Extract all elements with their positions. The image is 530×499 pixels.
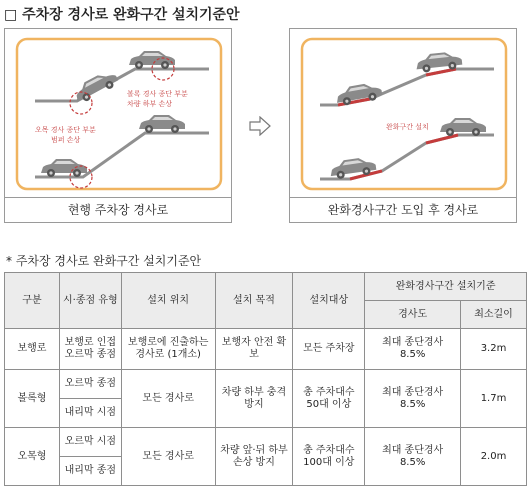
cell-start-end: 내리막 시점: [59, 399, 121, 428]
cell-start-end: 보행로 인접 오르막 종점: [59, 329, 121, 370]
header-type: 구분: [5, 273, 60, 329]
header-start-end: 시·종점 유형: [59, 273, 121, 329]
car-icon: [440, 118, 486, 136]
page-title: □ 주차장 경사로 완화구간 설치기준안: [4, 7, 240, 23]
improved-ramp-panel: [289, 28, 517, 223]
header-min-length: 최소길이: [461, 301, 527, 329]
cell-target: 총 주차대수 50대 이상: [293, 370, 365, 428]
car-icon: [71, 68, 120, 105]
cell-type: 보행로: [5, 329, 60, 370]
improved-ramp-illustration: [290, 29, 518, 199]
header-purpose: 설치 목적: [215, 273, 293, 329]
cell-target: 총 주차대수 100대 이상: [293, 428, 365, 486]
transition-segment: [426, 69, 456, 75]
transition-segment: [426, 135, 458, 143]
table-row: [5, 428, 527, 457]
cell-start-end: 오르막 종점: [59, 370, 121, 399]
cell-min-length: 1.7m: [461, 370, 527, 428]
cell-min-length: 2.0m: [461, 428, 527, 486]
cell-purpose: 차량 하부 충격 방지: [215, 370, 293, 428]
current-ramp-illustration: [5, 29, 233, 199]
cell-location: 모든 경사로: [121, 428, 215, 486]
cell-purpose: 차량 앞·뒤 하부 손상 방지: [215, 428, 293, 486]
header-location: 설치 위치: [121, 273, 215, 329]
header-target: 설치대상: [293, 273, 365, 329]
car-icon: [139, 115, 185, 133]
cell-slope: 최대 종단경사 8.5%: [365, 428, 461, 486]
table-row: [5, 329, 527, 370]
cell-location: 보행로에 진출하는 경사로 (1개소): [121, 329, 215, 370]
table-row: [5, 370, 527, 399]
note-bottom-2: 범퍼 손상: [51, 136, 81, 144]
car-icon: [329, 156, 377, 180]
note-transition: 완화구간 설치: [386, 123, 429, 131]
cell-start-end: 내리막 종점: [59, 457, 121, 486]
cell-type: 오목형: [5, 428, 60, 486]
note-bottom-1: 오목 경사 종단 부분: [35, 126, 96, 134]
header-group: 완화경사구간 설치기준: [365, 273, 527, 301]
cell-min-length: 3.2m: [461, 329, 527, 370]
cell-start-end: 오르막 시점: [59, 428, 121, 457]
current-ramp-panel: [4, 28, 232, 223]
note-top-1: 볼록 경사 종단 부분: [127, 90, 188, 98]
standards-table: [4, 272, 527, 486]
cell-slope: 최대 종단경사 8.5%: [365, 370, 461, 428]
cell-type: 볼록형: [5, 370, 60, 428]
car-icon: [41, 159, 87, 177]
cell-location: 모든 경사로: [121, 370, 215, 428]
note-top-2: 차량 하부 손상: [127, 100, 173, 108]
left-caption: 현행 주차장 경사로: [5, 197, 231, 222]
cell-slope: 최대 종단경사 8.5%: [365, 329, 461, 370]
right-arrow-icon: [248, 116, 272, 136]
right-caption: 완화경사구간 도입 후 경사로: [290, 197, 516, 222]
table-title: * 주차장 경사로 완화구간 설치기준안: [6, 254, 202, 268]
frame: [302, 39, 506, 189]
header-slope: 경사도: [365, 301, 461, 329]
cell-target: 모든 주차장: [293, 329, 365, 370]
cell-purpose: 보행자 안전 확보: [215, 329, 293, 370]
